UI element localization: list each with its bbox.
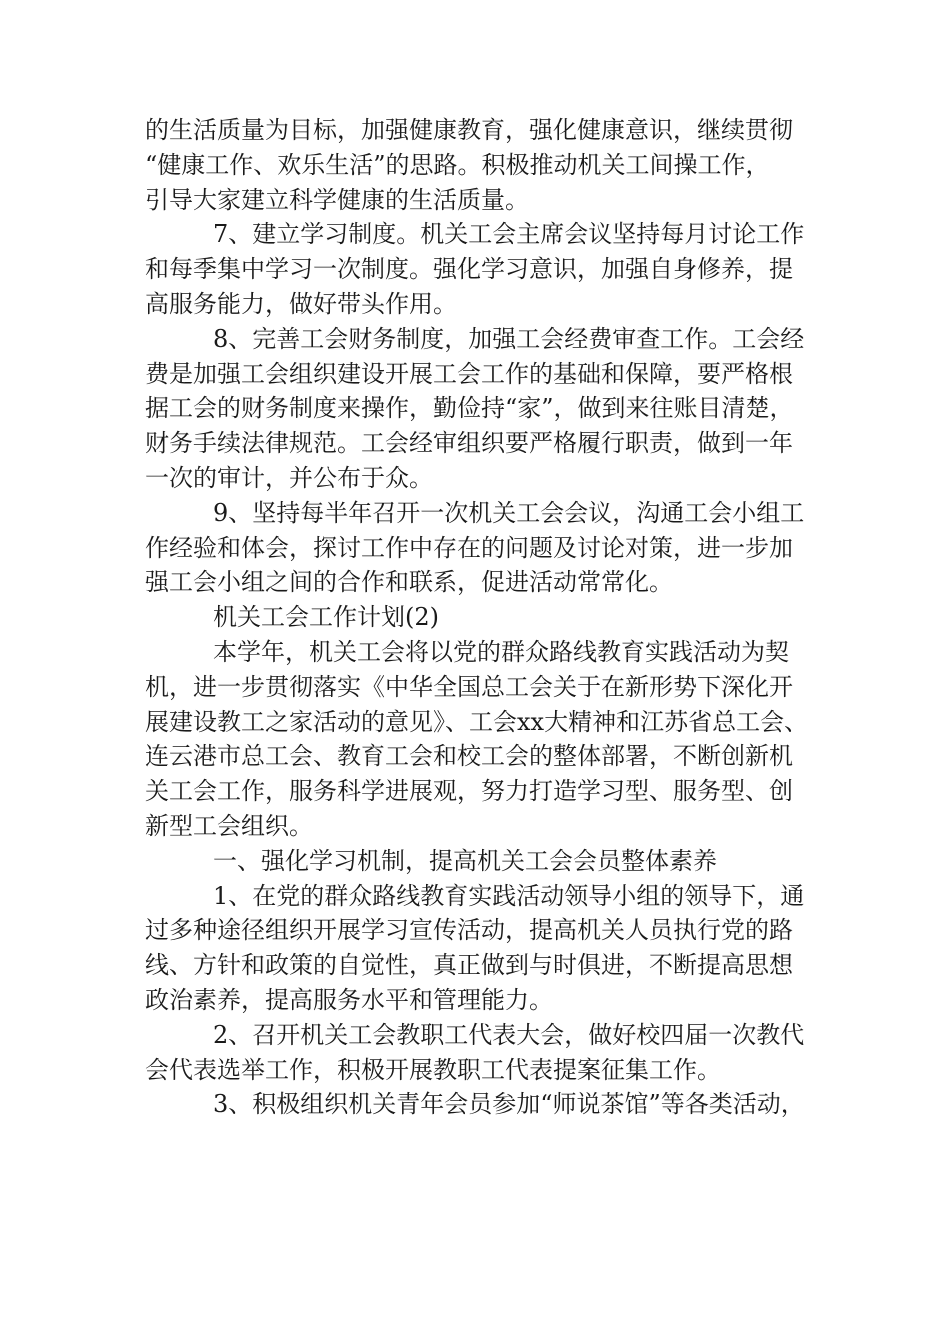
text-line: 新型工会组织。 [145, 811, 313, 840]
text-line: 过多种途径组织开展学习宣传活动，提高机关人员执行党的路 [145, 916, 793, 945]
text-line: 机，进一步贯彻落实《中华全国总工会关于在新形势下深化开 [145, 672, 793, 701]
text-line: 机关工会工作计划(2) [213, 603, 439, 632]
text-line: 高服务能力，做好带头作用。 [145, 289, 457, 318]
text-line: 3、积极组织机关青年会员参加“师说茶馆”等各类活动， [213, 1090, 805, 1119]
text-line: 1、在党的群众路线教育实践活动领导小组的领导下，通 [213, 881, 805, 910]
text-line: 的生活质量为目标，加强健康教育，强化健康意识，继续贯彻 [145, 116, 793, 144]
text-line: 关工会工作，服务科学进展观，努力打造学习型、服务型、创 [145, 777, 793, 806]
text-line: 政治素养，提高服务水平和管理能力。 [145, 985, 553, 1014]
document-body [145, 113, 817, 1122]
text-line: 财务手续法律规范。工会经审组织要严格履行职责，做到一年 [145, 429, 793, 458]
text-line: 连云港市总工会、教育工会和校工会的整体部署，不断创新机 [145, 742, 793, 771]
text-line: 会代表选举工作，积极开展教职工代表提案征集工作。 [145, 1055, 721, 1084]
text-line: 展建设教工之家活动的意见》、工会xx大精神和江苏省总工会、 [145, 707, 809, 736]
text-line: 一、强化学习机制，提高机关工会会员整体素养 [213, 846, 717, 875]
text-line: 本学年，机关工会将以党的群众路线教育实践活动为契 [213, 637, 789, 666]
text-line: 9、坚持每半年召开一次机关工会会议，沟通工会小组工 [213, 498, 805, 527]
text-line: 2、召开机关工会教职工代表大会，做好校四届一次教代 [213, 1020, 805, 1049]
text-line: 7、建立学习制度。机关工会主席会议坚持每月讨论工作 [213, 220, 805, 249]
text-line: 一次的审计，并公布于众。 [145, 463, 433, 492]
text-line: 线、方针和政策的自觉性，真正做到与时俱进，不断提高思想 [145, 951, 793, 980]
text-line: “健康工作、欢乐生活”的思路。积极推动机关工间操工作， [145, 150, 770, 179]
text-line: 引导大家建立科学健康的生活质量。 [145, 185, 529, 214]
text-line: 和每季集中学习一次制度。强化学习意识，加强自身修养，提 [145, 255, 793, 284]
text-line: 8、完善工会财务制度，加强工会经费审查工作。工会经 [213, 324, 805, 353]
text-line: 据工会的财务制度来操作，勤俭持“家”，做到来往账目清楚， [145, 394, 794, 423]
text-line: 作经验和体会，探讨工作中存在的问题及讨论对策，进一步加 [145, 533, 793, 562]
text-line: 强工会小组之间的合作和联系，促进活动常常化。 [145, 568, 673, 597]
text-line: 费是加强工会组织建设开展工会工作的基础和保障，要严格根 [145, 359, 793, 388]
